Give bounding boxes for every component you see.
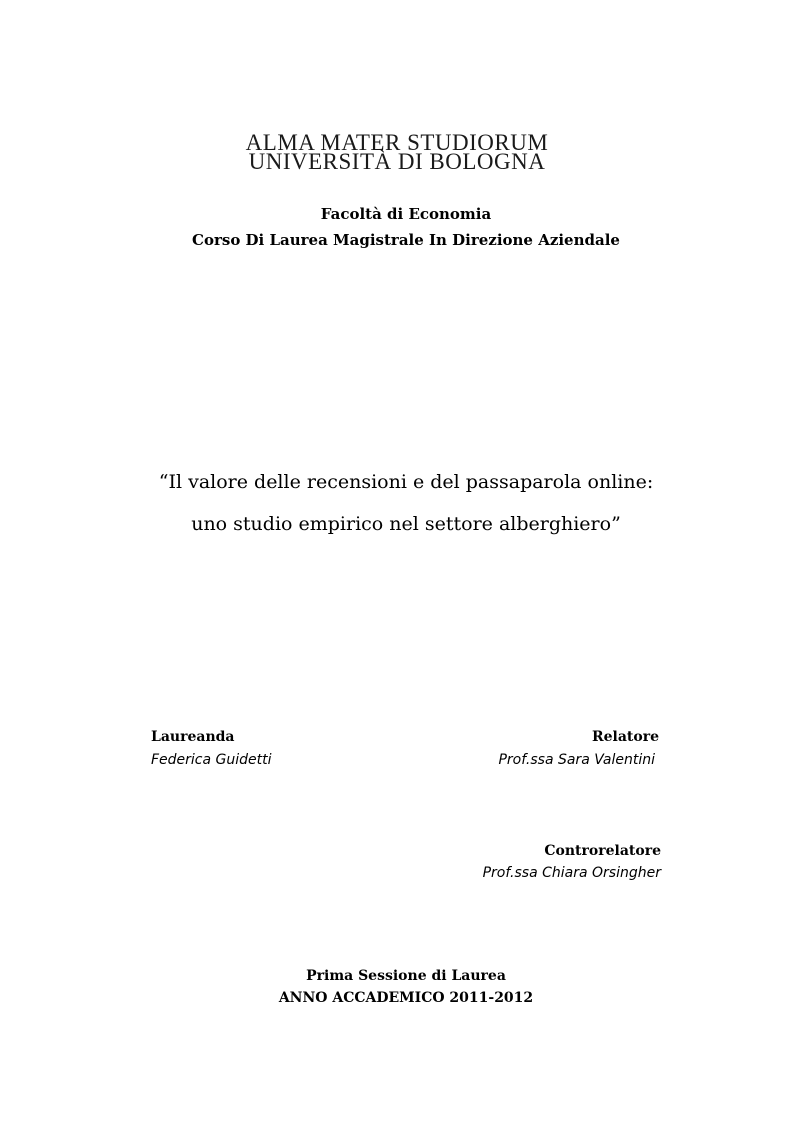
candidate-name: Federica Guidetti <box>151 752 272 768</box>
supervisor-label: Relatore <box>591 729 659 745</box>
thesis-title-line1: “Il valore delle recensioni e del passaparola online: <box>158 471 654 493</box>
candidate-label: Laureanda <box>151 729 235 745</box>
co-supervisor-label: Controrelatore <box>544 843 661 859</box>
university-logo-line1: ALMA MATER STUDIORUM <box>245 130 549 155</box>
academic-year: ANNO ACCADEMICO 2011-2012 <box>278 990 534 1006</box>
graduation-session: Prima Sessione di Laurea <box>306 968 506 984</box>
university-logo-line2: UNIVERSITÀ DI BOLOGNA <box>248 149 546 174</box>
course-name: Corso Di Laurea Magistrale In Direzione Aziendale <box>192 231 620 249</box>
supervisor-name: Prof.ssa Sara Valentini <box>498 752 655 768</box>
thesis-title-line2: uno studio empirico nel settore alberghiero” <box>191 513 621 535</box>
faculty-name: Facoltà di Economia <box>320 205 492 223</box>
co-supervisor-name: Prof.ssa Chiara Orsingher <box>482 865 661 881</box>
